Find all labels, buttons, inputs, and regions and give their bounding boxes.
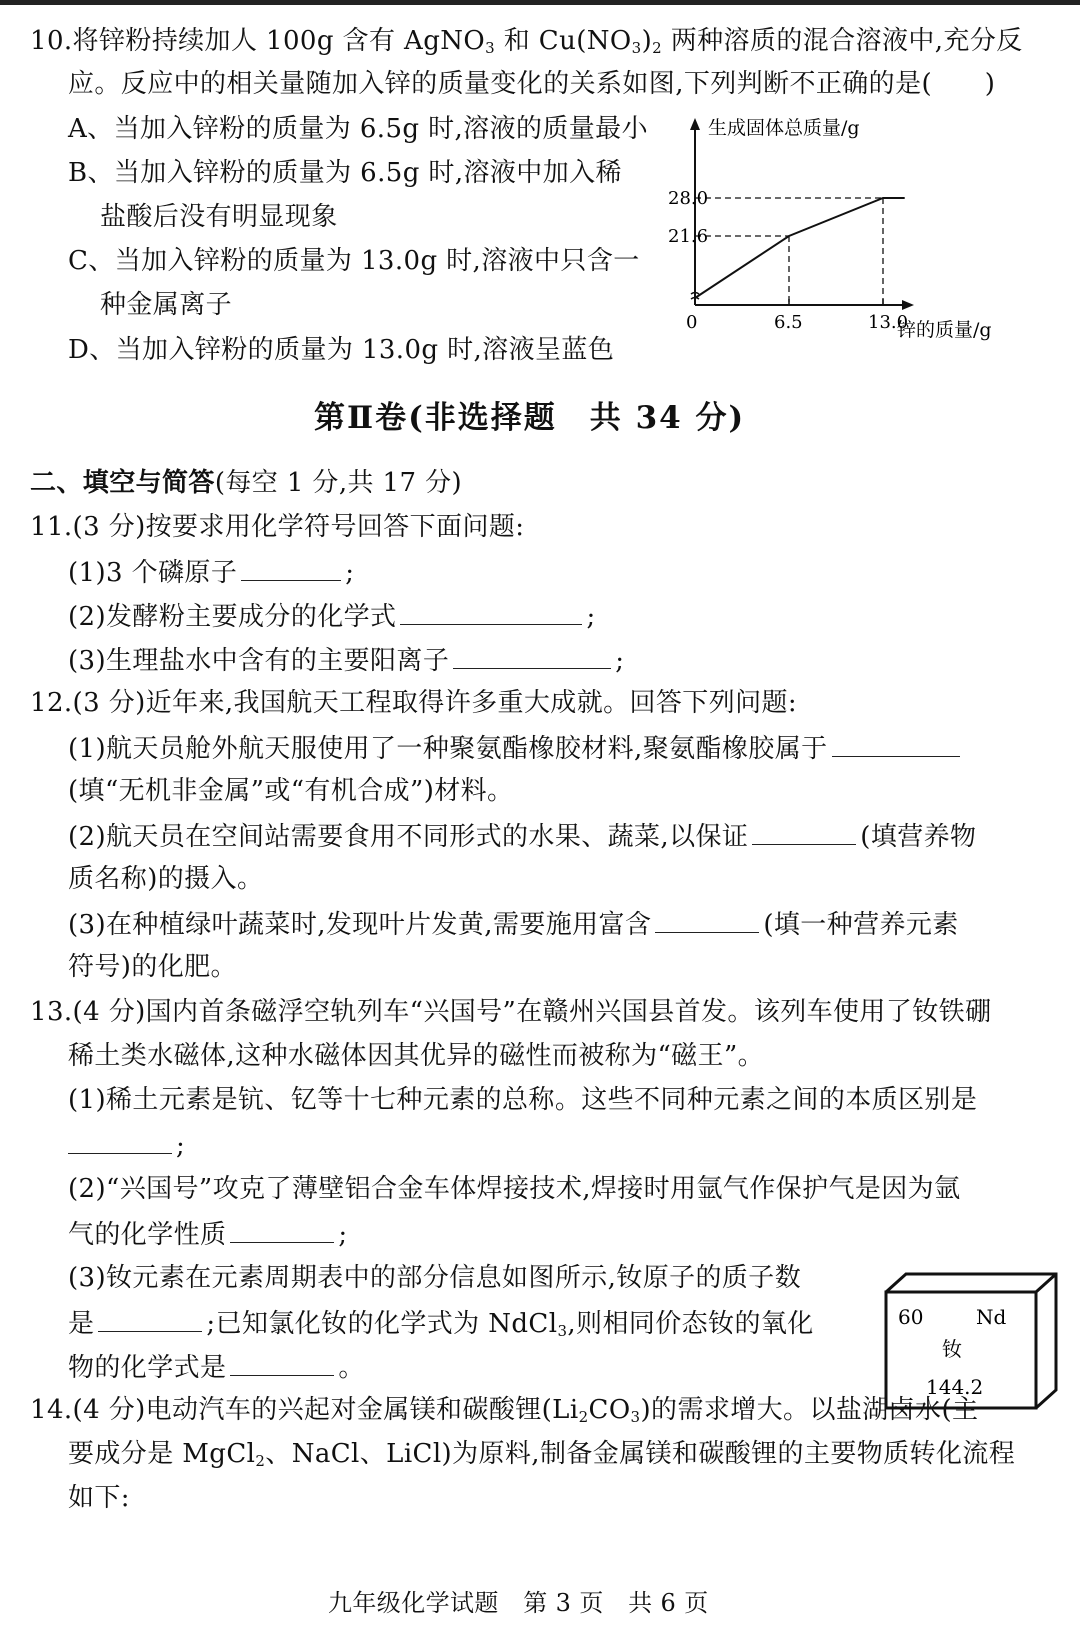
q12-part1-line2: (填“无机非金属”或“有机合成”)材料。 xyxy=(68,776,514,806)
answer-blank[interactable] xyxy=(68,1127,172,1154)
q10-stem-line1: 10.将锌粉持续加人 100g 含有 AgNO$_3$ 和 $Cu(NO_3)_2$ 两种溶质的混合溶液中,充分反 xyxy=(30,26,1023,57)
data-line xyxy=(695,198,905,298)
q10-option-b-line1: B、当加入锌粉的质量为 6.5g 时,溶液中加入稀 xyxy=(68,158,622,188)
x-axis-label: 锌的质量/g xyxy=(897,319,992,341)
answer-blank[interactable] xyxy=(230,1216,334,1243)
element-number: 60 xyxy=(898,1305,924,1329)
y-axis-arrow xyxy=(690,118,700,130)
q14-stem-line1: 14.(4 分)电动汽车的兴起对金属镁和碳酸锂$(Li_2CO_3)$的需求增大。以盐湖卤水(主 xyxy=(30,1395,979,1426)
element-symbol: Nd xyxy=(976,1305,1007,1329)
q14-stem-line2: 要成分是 MgCl$_2$、NaCl、LiCl)为原料,制备金属镁和碳酸锂的主要物质转化流程 xyxy=(68,1439,1016,1470)
q13-stem-line1: 13.(4 分)国内首条磁浮空轨列车“兴国号”在赣州兴国县首发。该列车使用了钕铁硼 xyxy=(30,997,992,1027)
answer-blank[interactable] xyxy=(752,818,856,845)
part-heading: 二、填空与简答(每空 1 分,共 17 分) xyxy=(30,468,463,498)
page-footer: 九年级化学试题 第 3 页 共 6 页 xyxy=(328,1589,709,1617)
q13-part2-line1: (2)“兴国号”攻克了薄壁铝合金车体焊接技术,焊接时用氩气作保护气是因为氩 xyxy=(68,1174,961,1204)
zinc-mass-chart xyxy=(668,110,1068,370)
element-card-nd xyxy=(884,1272,1064,1410)
q12-part2-line1: (2)航天员在空间站需要食用不同形式的水果、蔬菜,以保证 (填营养物 xyxy=(68,818,976,854)
x-tick-label: 6.5 xyxy=(774,312,803,333)
q10-option-c-line2: 种金属离子 xyxy=(100,290,233,320)
q11-part2: (2)发酵粉主要成分的化学式 ; xyxy=(68,598,596,634)
x-tick-label: 13.0 xyxy=(868,312,909,333)
q13-part3-line2: 是 ;已知氯化钕的化学式为 NdCl$_3$,则相同价态钕的氧化 xyxy=(68,1305,814,1348)
card-edge xyxy=(1036,1274,1056,1292)
q12-part3-line1: (3)在种植绿叶蔬菜时,发现叶片发黄,需要施用富含 (填一种营养元素 xyxy=(68,906,959,942)
answer-blank[interactable] xyxy=(655,906,759,933)
q12-part1-line1: (1)航天员舱外航天服使用了一种聚氨酯橡胶材料,聚氨酯橡胶属于 xyxy=(68,730,964,766)
q11-part3: (3)生理盐水中含有的主要阳离子 ; xyxy=(68,642,624,678)
chart-svg xyxy=(668,110,1068,370)
y-tick-label: 21.6 xyxy=(668,226,709,247)
section-title: 第Ⅱ卷(非选择题 共 34 分) xyxy=(314,400,746,436)
q14-stem-line3: 如下: xyxy=(68,1483,130,1513)
q11-part1: (1)3 个磷原子 ; xyxy=(68,554,354,590)
answer-blank[interactable] xyxy=(241,554,341,581)
q10-option-d: D、当加入锌粉的质量为 13.0g 时,溶液呈蓝色 xyxy=(68,335,615,365)
q13-part3-line1: (3)钕元素在元素周期表中的部分信息如图所示,钕原子的质子数 xyxy=(68,1263,802,1293)
answer-blank[interactable] xyxy=(453,642,611,669)
q12-part2-line2: 质名称)的摄入。 xyxy=(68,864,264,894)
q10-option-c-line1: C、当加入锌粉的质量为 13.0g 时,溶液中只含一 xyxy=(68,246,640,276)
q13-part1-line1: (1)稀土元素是钪、钇等十七种元素的总称。这些不同种元素之间的本质区别是 xyxy=(68,1085,978,1115)
q11-stem: 11.(3 分)按要求用化学符号回答下面问题: xyxy=(30,512,525,542)
top-border xyxy=(0,0,1080,5)
element-mass: 144.2 xyxy=(926,1375,984,1399)
q13-part1-line2: ; xyxy=(68,1127,185,1163)
y-tick-label: 28.0 xyxy=(668,188,709,209)
answer-blank[interactable] xyxy=(230,1349,334,1376)
element-card-svg xyxy=(884,1272,1064,1410)
q12-part3-line2: 符号)的化肥。 xyxy=(68,952,237,982)
y-axis-label: 生成固体总质量/g xyxy=(708,117,860,139)
q10-option-a: A、当加入锌粉的质量为 6.5g 时,溶液的质量最小 xyxy=(68,114,648,144)
q10-stem-line2: 应。反应中的相关量随加入锌的质量变化的关系如图,下列判断不正确的是( ) xyxy=(68,69,996,99)
x-axis-arrow xyxy=(902,300,914,310)
answer-blank[interactable] xyxy=(400,598,582,625)
element-name: 钕 xyxy=(942,1337,962,1361)
q10-option-b-line2: 盐酸后没有明显现象 xyxy=(100,202,338,232)
q12-stem: 12.(3 分)近年来,我国航天工程取得许多重大成就。回答下列问题: xyxy=(30,688,798,718)
answer-blank[interactable] xyxy=(832,730,960,757)
origin-label: 0 xyxy=(686,312,698,333)
q13-part2-line2: 气的化学性质 ; xyxy=(68,1216,348,1252)
q13-stem-line2: 稀土类水磁体,这种水磁体因其优异的磁性而被称为“磁王”。 xyxy=(68,1041,765,1071)
q13-part3-line3: 物的化学式是 。 xyxy=(68,1349,365,1385)
answer-blank[interactable] xyxy=(98,1305,202,1332)
